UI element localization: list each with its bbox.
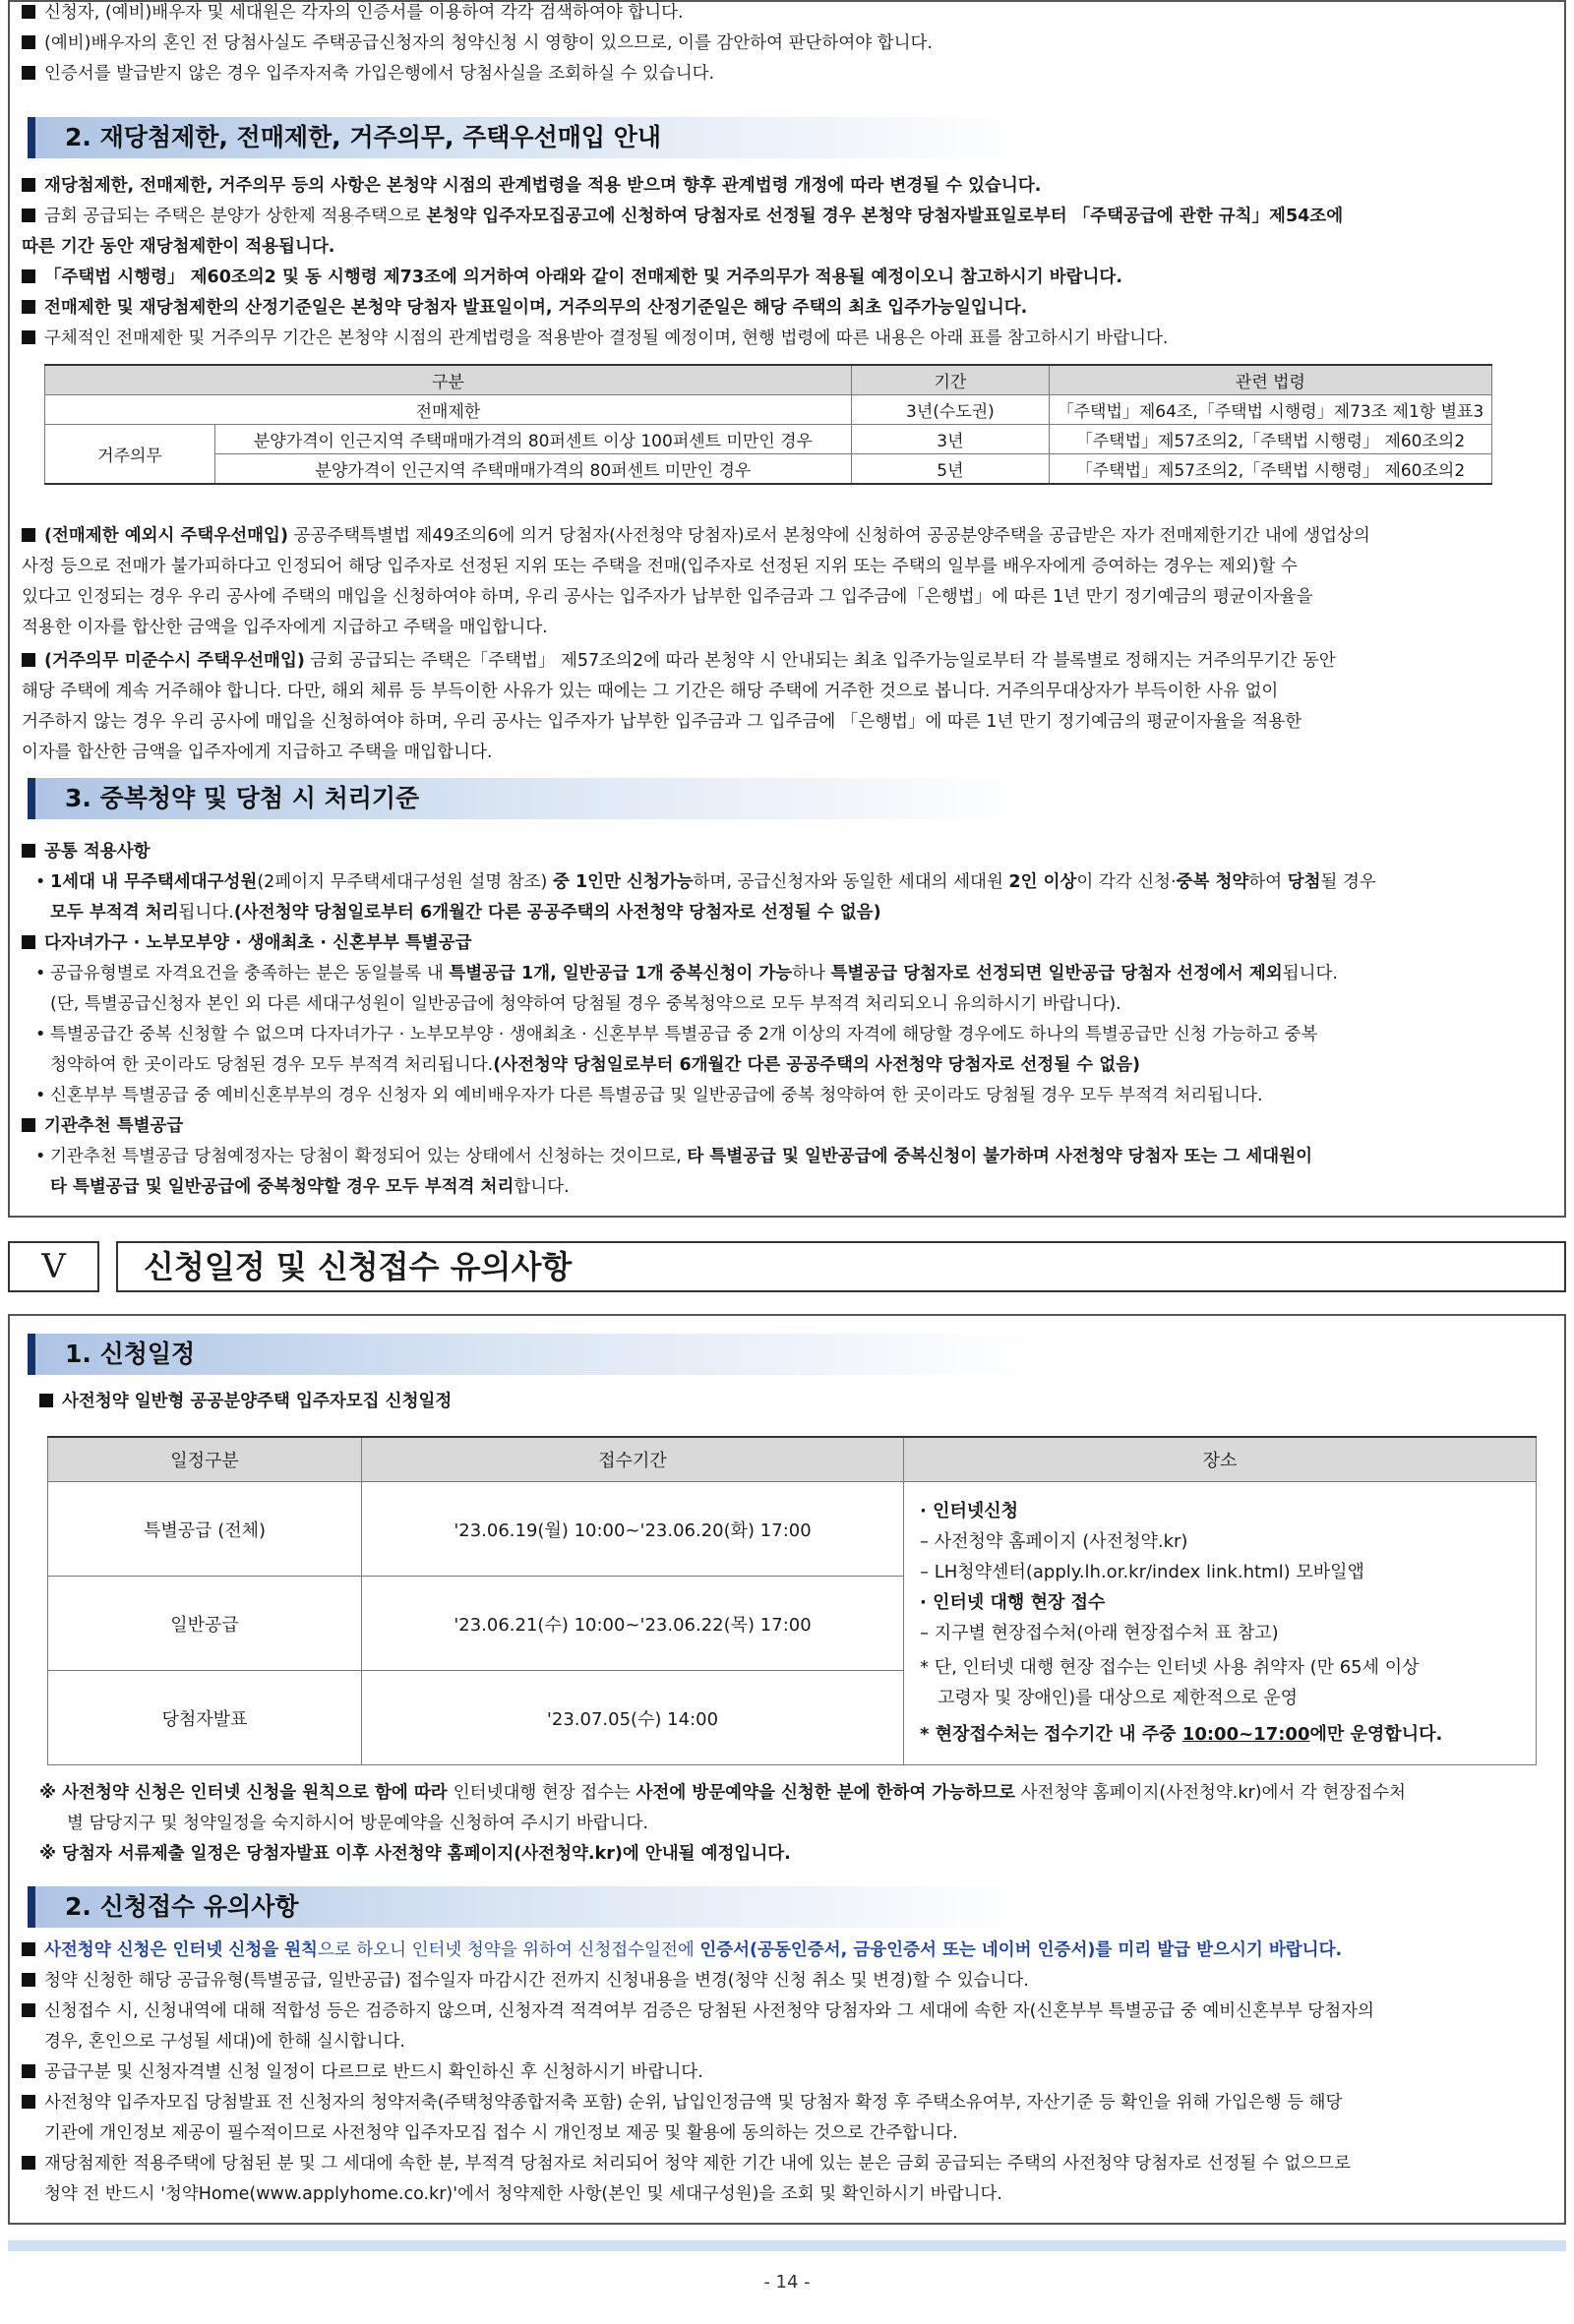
square-bullet-icon (22, 269, 35, 283)
square-bullet-icon (22, 1942, 35, 1956)
dot-bullet-icon: • (35, 872, 46, 892)
table-row: 전매제한 3년(수도권) 「주택법」제64조,「주택법 시행령」제73조 제1항 별표3 (45, 395, 1492, 425)
table-header-row: 구분 기간 관련 법령 (45, 365, 1492, 395)
square-bullet-icon (22, 935, 35, 949)
priority-purchase-resale: (전매제한 예외시 주택우선매입) 공공주택특별법 제49조의6에 의거 당첨자(사전청약 당첨자)로서 본청약에 신청하여 공공분양주택을 공급받은 자가 전매제한기간 내에 생업상의 사정 등으로 전매가 불가피하다고 인정되어 해당 입주자로 선정된 지위 또는 주택을 전매(입주자로 선정된 지위 또는 주택의 일부를 배우자에게 증여하는 경우는 제외)할 수 있다고 인정되는 경우 우리 공사에 주택의 매입을 신청하여야 하며, 우리 공사는 입주자가 납부한 입주금과 그 입주금에「은행법」에 따른 1년 만기 정기예금의 평균이자율을 적용한 이자를 합산한 금액을 입주자에게 지급하고 주택을 매입합니다. (22, 526, 1370, 637)
table-row: 특별공급 (전체) '23.06.19(월) 10:00~'23.06.20(화) 17:00 · 인터넷신청 – 사전청약 홈페이지 (사전청약.kr) – LH청약센터(apply.lh.or.kr/index link.html) 모바일앱 · 인터넷 대행 현장 접수 – 지구별 현장접수처(아래 현장접수처 표 참고) * 단, 인터넷 대행 현장 접수는 인터넷 사용 취약자 (만 65세 이상 고령자 및 장애인)를 대상으로 제한적으로 운영 * 현장접수처는 접수기간 내 주중 10:00~17:00에만 운영합니다. (48, 1482, 1537, 1577)
table-row: 일반공급 '23.06.21(수) 10:00~'23.06.22(목) 17:00 (48, 1577, 1537, 1671)
section-title-duplicate: 3. 중복청약 및 당첨 시 처리기준 (28, 778, 1031, 819)
chapter-title: 신청일정 및 신청접수 유의사항 (116, 1241, 1566, 1292)
square-bullet-icon (22, 1118, 35, 1132)
table-row: 거주의무 분양가격이 인근지역 주택매매가격의 80퍼센트 이상 100퍼센트 미만인 경우 3년 「주택법」제57조의2,「주택법 시행령」 제60조의2 (45, 425, 1492, 454)
apply-notes: 사전청약 신청은 인터넷 신청을 원칙으로 하오니 인터넷 청약을 위하여 신청접수일전에 인증서(공동인증서, 금융인증서 또는 네이버 인증서)를 미리 발급 받으시기 바랍니다. 청약 신청한 해당 공급유형(특별공급, 일반공급) 접수일자 마감시간 전까지 신청내용을 변경(청약 신청 취소 및 변경)할 수 있습니다. 신청접수 시, 신청내역에 대해 적합성 등은 검증하지 않으며, 신청자격 적격여부 검증은 당첨된 사전청약 당첨자와 그 세대에 속한 자(신혼부부 특별공급 중 예비신혼부부 당첨자의 경우, 혼인으로 구성될 세대)에 한해 실시합니다. 공급구분 및 신청자격별 신청 일정이 다르므로 반드시 확인하신 후 신청하시기 바랍니다. 사전청약 입주자모집 당첨발표 전 신청자의 청약저축(주택청약종합저축 포함) 순위, 납입인정금액 및 당첨자 확정 후 주택소유여부, 자산기준 등 확인을 위해 가입은행 등 해당 기관에 개인정보 제공이 필수적이므로 사전청약 입주자모집 접수 시 개인정보 제공 및 활용에 동의하는 것으로 간주합니다. 재당첨제한 적용주택에 당첨된 분 및 그 세대에 속한 분, 부적격 당첨자로 처리되어 청약 제한 기간 내에 있는 분은 금회 공급되는 주택의 사전청약 당첨자로 선정될 수 없으므로 청약 전 반드시 '청약Home(www.applyhome.co.kr)'에서 청약제한 사항(본인 및 세대구성원)을 조회 및 확인하시기 바랍니다. (22, 1936, 1564, 2210)
square-bullet-icon (22, 528, 35, 542)
chapter-number: V (8, 1241, 99, 1292)
page-number: - 14 - (763, 2272, 811, 2293)
square-bullet-icon (22, 1973, 35, 1987)
square-bullet-icon (22, 653, 35, 667)
schedule-subhead: 사전청약 일반형 공공분양주택 입주자모집 신청일정 (39, 1387, 1574, 1417)
section-title-resale: 2. 재당첨제한, 전매제한, 거주의무, 주택우선매입 안내 (28, 117, 1031, 158)
document-page (8, 0, 1566, 2324)
content-frame-2 (8, 1314, 1566, 2225)
table-header-row: 일정구분 접수기간 장소 (48, 1437, 1537, 1482)
footer-bar (8, 2240, 1566, 2251)
duplicate-rules: 공통 적용사항 • 1세대 내 무주택세대구성원(2페이지 무주택세대구성원 설명 참조) 중 1인만 신청가능하며, 공급신청자와 동일한 세대의 세대원 2인 이상이 각각 신청·중복 청약하여 당첨될 경우 모두 부적격 처리됩니다.(사전청약 당첨일로부터 6개월간 다른 공공주택의 사전청약 당첨자로 선정될 수 없음) 다자녀가구 · 노부모부양 · 생애최초 · 신혼부부 특별공급 • 공급유형별로 자격요건을 충족하는 분은 동일블록 내 특별공급 1개, 일반공급 1개 중복신청이 가능하나 특별공급 당첨자로 선정되면 일반공급 당첨자 선정에서 제외됩니다. (단, 특별공급신청자 본인 외 다른 세대구성원이 일반공급에 청약하여 당첨될 경우 중복청약으로 모두 부적격 처리되오니 유의하시기 바랍니다). • 특별공급간 중복 신청할 수 없으며 다자녀가구 · 노부모부양 · 생애최초 · 신혼부부 특별공급 중 2개 이상의 자격에 해당할 경우에도 하나의 특별공급만 신청 가능하고 중복 청약하여 한 곳이라도 당첨된 경우 모두 부적격 처리됩니다.(사전청약 당첨일로부터 6개월간 다른 공공주택의 사전청약 당첨자로 선정될 수 없음) • 신혼부부 특별공급 중 예비신혼부부의 경우 신청자 외 예비배우자가 다른 특별공급 및 일반공급에 중복 청약하여 한 곳이라도 당첨될 경우 모두 부적격 처리됩니다. 기관추천 특별공급 • 기관추천 특별공급 당첨예정자는 당첨이 확정되어 있는 상태에서 신청하는 것이므로, 타 특별공급 및 일반공급에 중복신청이 불가하며 사전청약 당첨자 또는 그 세대원이 타 특별공급 및 일반공급에 중복청약할 경우 모두 부적격 처리합니다. (22, 837, 1564, 1203)
dot-bullet-icon: • (35, 1025, 46, 1044)
square-bullet-icon (22, 35, 35, 49)
square-bullet-icon (22, 2003, 35, 2017)
table-row: 분양가격이 인근지역 주택매매가격의 80퍼센트 미만인 경우 5년 「주택법」제57조의2,「주택법 시행령」 제60조의2 (45, 454, 1492, 485)
resale-residence-table (44, 364, 1492, 485)
schedule-notes: ※ 사전청약 신청은 인터넷 신청을 원칙으로 함에 따라 인터넷대행 현장 접수는 사전에 방문예약을 신청한 분에 한하여 가능하므로 사전청약 홈페이지(사전청약.kr)에서 각 현장접수처 별 담당지구 및 청약일정을 숙지하시어 방문예약을 신청하여 주시기 바랍니다. ※ 당첨자 서류제출 일정은 당첨자발표 이후 사전청약 홈페이지(사전청약.kr)에 안내될 예정입니다. (39, 1783, 1406, 1864)
top-notes: 신청자, (예비)배우자 및 세대원은 각자의 인증서를 이용하여 각각 검색하여야 합니다. (예비)배우자의 혼인 전 당첨사실도 주택공급신청자의 청약신청 시 영향이 있으므로, 이를 감안하여 판단하여야 합니다. 인증서를 발급받지 않은 경우 입주자저축 가입은행에서 당첨사실을 조회하실 수 있습니다. (22, 0, 1564, 89)
square-bullet-icon (22, 178, 35, 192)
square-bullet-icon (22, 844, 35, 858)
table-row: 당첨자발표 '23.07.05(수) 14:00 (48, 1671, 1537, 1765)
square-bullet-icon (39, 1394, 53, 1407)
section-title-schedule: 1. 신청일정 (28, 1334, 1031, 1375)
square-bullet-icon (22, 209, 35, 222)
schedule-table (47, 1436, 1537, 1765)
priority-purchase-residence: (거주의무 미준수시 주택우선매입) 금회 공급되는 주택은「주택법」 제57조의2에 따라 본청약 시 안내되는 최초 입주가능일로부터 각 블록별로 정해지는 거주의무기간 동안 해당 주택에 계속 거주해야 합니다. 다만, 해외 체류 등 부득이한 사유가 있는 때에는 그 기간은 해당 주택에 거주한 것으로 봅니다. 거주의무대상자가 부득이한 사유 없이 거주하지 않는 경우 우리 공사에 매입을 신청하여야 하며, 우리 공사는 입주자가 납부한 입주금과 그 입주금에 「은행법」에 따른 1년 만기 정기예금의 평균이자율을 적용한 이자를 합산한 금액을 입주자에게 지급하고 주택을 매입합니다. (22, 651, 1336, 762)
section-title-apply: 2. 신청접수 유의사항 (28, 1886, 1031, 1928)
dot-bullet-icon: • (35, 1147, 46, 1166)
square-bullet-icon (22, 2156, 35, 2170)
dot-bullet-icon: • (35, 964, 46, 983)
square-bullet-icon (22, 300, 35, 314)
square-bullet-icon (22, 2095, 35, 2109)
square-bullet-icon (22, 66, 35, 80)
dot-bullet-icon: • (35, 1086, 46, 1105)
square-bullet-icon (22, 5, 35, 19)
resale-bullets: 재당첨제한, 전매제한, 거주의무 등의 사항은 본청약 시점의 관계법령을 적용 받으며 향후 관계법령 개정에 따라 변경될 수 있습니다. 금회 공급되는 주택은 분양가 상한제 적용주택으로 본청약 입주자모집공고에 신청하여 당첨자로 선정될 경우 본청약 당첨자발표일로부터 「주택공급에 관한 규칙」제54조에 따른 기간 동안 재당첨제한이 적용됩니다. 「주택법 시행령」 제60조의2 및 동 시행령 제73조에 의거하여 아래와 같이 전매제한 및 거주의무가 적용될 예정이오니 참고하시기 바랍니다. 전매제한 및 재당첨제한의 산정기준일은 본청약 당첨자 발표일이며, 거주의무의 산정기준일은 해당 주택의 최초 입주가능일입니다. 구체적인 전매제한 및 거주의무 기간은 본청약 시점의 관계법령을 적용받아 결정될 예정이며, 현행 법령에 따른 내용은 아래 표를 참고하시기 바랍니다. (22, 176, 1344, 348)
content-frame-1 (8, 0, 1566, 1218)
location-cell: · 인터넷신청 – 사전청약 홈페이지 (사전청약.kr) – LH청약센터(apply.lh.or.kr/index link.html) 모바일앱 · 인터넷 대행 현장 접수 – 지구별 현장접수처(아래 현장접수처 표 참고) * 단, 인터넷 대행 현장 접수는 인터넷 사용 취약자 (만 65세 이상 고령자 및 장애인)를 대상으로 제한적으로 운영 * 현장접수처는 접수기간 내 주중 10:00~17:00에만 운영합니다. (904, 1482, 1537, 1765)
square-bullet-icon (22, 330, 35, 344)
square-bullet-icon (22, 2064, 35, 2078)
